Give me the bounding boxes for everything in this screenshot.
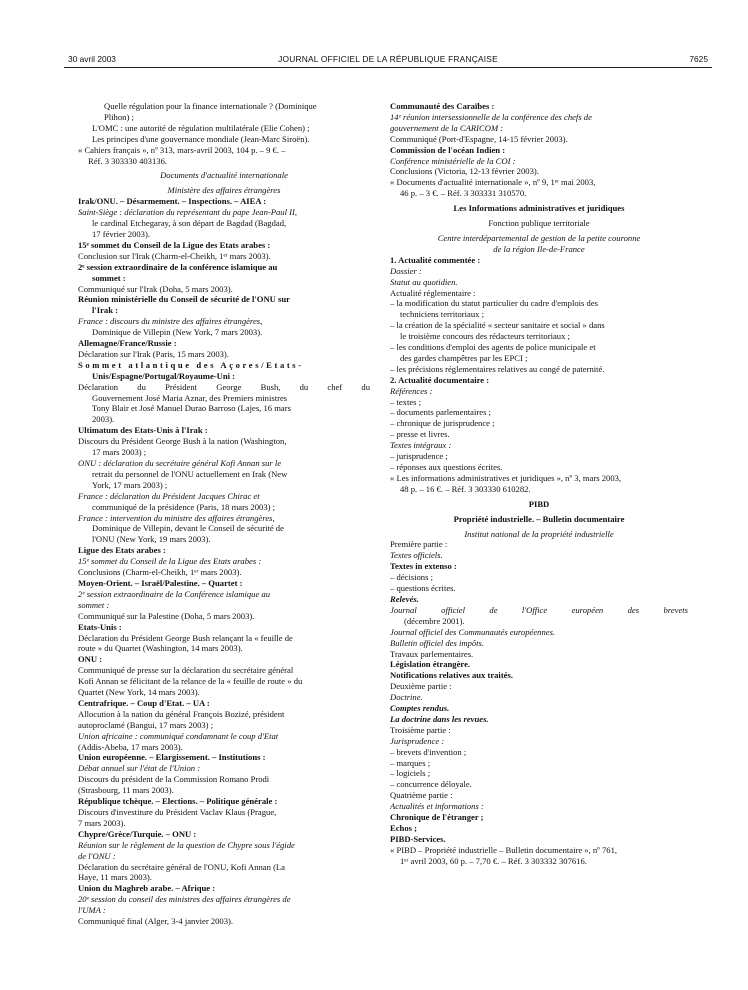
left-text-line: Déclaration du secrétaire général de l'ONU, Kofi Annan (La: [78, 861, 285, 872]
right-text-line: Conclusions (Victoria, 12-13 février 2003).: [390, 166, 539, 177]
right-text-line: techniciens territoriaux ;: [400, 309, 484, 320]
left-text-line: 7 mars 2003).: [78, 817, 126, 828]
right-text-line: – réponses aux questions écrites.: [390, 462, 503, 472]
left-text-line: de l'ONU :: [78, 850, 116, 861]
right-text-line: Relevés.: [390, 593, 419, 604]
header-date: 30 avril 2003: [68, 54, 116, 64]
left-text-line: Déclaration sur l'Irak (Paris, 15 mars 2003).: [78, 348, 229, 359]
right-text-line: – questions écrites.: [390, 583, 456, 594]
right-text-line: Jurisprudence :: [390, 735, 445, 746]
right-text-line: 2. Actualité documentaire :: [390, 374, 490, 385]
right-text-line: des gardes champêtres par les EPCI ;: [400, 352, 528, 363]
right-text-line: gouvernement de la CARICOM :: [390, 122, 504, 133]
right-text-line: Deuxième partie :: [390, 681, 452, 692]
left-text-line: Allemagne/France/Russie :: [78, 338, 177, 349]
left-text-line: retrait du personnel de l'ONU actuellement en Irak (New: [92, 468, 288, 479]
right-text-line: Journal officiel des Communautés européennes.: [390, 626, 556, 637]
right-text-line: Textes intégraux :: [390, 440, 452, 451]
left-text-line: L'OMC : une autorité de régulation multilatérale (Elie Cohen) ;: [92, 122, 310, 133]
left-text-line: l'UMA :: [78, 905, 106, 916]
left-text-line: Débat annuel sur l'état de l'Union :: [78, 763, 201, 774]
right-text-line: – documents parlementaires ;: [390, 407, 491, 418]
left-text-line: sommet :: [78, 599, 110, 610]
right-text-line: Chronique de l'étranger ;: [390, 812, 484, 823]
left-text-line: l'Irak :: [92, 305, 119, 316]
left-text-line: Unis/Espagne/Portugal/Royaume-Uni :: [92, 370, 236, 381]
left-text-line: Dominique de Villepin (New York, 7 mars 2003).: [92, 327, 263, 338]
left-text-line: Réf. 3 303330 403136.: [88, 155, 168, 166]
right-text-line: Textes officiels.: [390, 550, 443, 561]
right-text-line: – chronique de jurisprudence ;: [390, 418, 495, 429]
right-text-line: – textes ;: [390, 396, 422, 407]
left-text-line: Déclaration du Président George Bush relançant la « feuille de: [78, 632, 293, 643]
right-text-line: 1. Actualité commentée :: [390, 254, 481, 265]
left-text-line: Quelle régulation pour la finance internationale ? (Dominique: [104, 101, 317, 111]
header-page-number: 7625: [689, 54, 708, 64]
right-text-line: Première partie :: [390, 539, 448, 550]
right-text-line: Législation étrangère.: [390, 659, 471, 670]
left-text-line: communiqué de la présidence (Paris, 18 mars 2003) ;: [92, 501, 276, 512]
left-text-line: Centrafrique. – Coup d'Etat. – UA :: [78, 697, 210, 708]
left-text-line: France : discours du ministre des affaires étrangères,: [78, 316, 263, 327]
left-text-line: Sommet atlantique des Açores/Etats-: [78, 359, 304, 370]
left-text-line: Discours du président de la Commission Romano Prodi: [78, 774, 270, 785]
left-text-line: Conclusion sur l'Irak (Charm-el-Cheikh, 1ᵉʳ mars 2003).: [78, 250, 271, 261]
right-text-line: Comptes rendus.: [390, 703, 450, 714]
right-text-line: « PIBD – Propriété industrielle – Bulletin documentaire », nº 761,: [390, 844, 618, 855]
right-text-line: de la région Ile-de-France: [493, 243, 585, 254]
left-text-line: Communiqué sur la Palestine (Doha, 5 mars 2003).: [78, 610, 255, 621]
right-text-line: Troisième partie :: [390, 724, 451, 735]
left-text-line: York, 17 mars 2003) ;: [92, 479, 168, 490]
left-text-line: Les principes d'une gouvernance mondiale (Jean-Marc Siroën).: [92, 133, 310, 144]
right-text-line: Conférence ministérielle de la COI :: [390, 155, 516, 166]
left-text-line: Irak/ONU. – Désarmement. – Inspections. – AIEA :: [78, 196, 267, 207]
right-text-line: Notifications relatives aux traités.: [390, 670, 513, 681]
left-text-line: Tony Blair et José Manuel Durao Barroso (Lajes, 16 mars: [92, 403, 291, 414]
right-text-line: (décembre 2001).: [404, 615, 465, 626]
left-text-line: Allocution à la nation du général François Bozizé, président: [78, 708, 285, 719]
right-text-line: Doctrine.: [390, 692, 423, 703]
left-text-line: France : déclaration du Président Jacques Chirac et: [78, 490, 260, 501]
page-header: [68, 54, 708, 66]
left-text-line: 17 février 2003).: [92, 228, 150, 239]
left-text-line: 2ᵉ session extraordinaire de la Conférence islamique au: [78, 588, 271, 599]
left-text-line: Communiqué de presse sur la déclaration du secrétaire général: [78, 665, 294, 676]
left-text-line: (Addis-Abeba, 17 mars 2003).: [78, 741, 183, 752]
header-rule: [64, 67, 712, 68]
left-text-line: Conclusions (Charm-el-Cheikh, 1ᵉʳ mars 2003).: [78, 567, 242, 578]
left-text-line: France : intervention du ministre des affaires étrangères,: [78, 512, 275, 523]
left-text-line: 15ᵉ sommet du Conseil de la Ligue des Etats arabes :: [78, 239, 271, 250]
right-text-line: Communauté des Caraïbes :: [390, 101, 495, 111]
left-text-line: Saint-Siège : déclaration du représentant du pape Jean-Paul II,: [78, 207, 298, 218]
right-text-line: Actualités et informations :: [390, 801, 484, 812]
left-text-line: Union du Maghreb arabe. – Afrique :: [78, 883, 216, 894]
right-text-line: « Documents d'actualité internationale », nº 9, 1ᵉʳ mai 2003,: [390, 177, 596, 188]
right-text-line: Les Informations administratives et juridiques: [453, 203, 625, 214]
right-text-line: – brevets d'invention ;: [390, 746, 467, 757]
right-text-line: – les précisions réglementaires relatives au congé de paternité.: [390, 363, 605, 374]
right-text-line: La doctrine dans les revues.: [390, 713, 489, 724]
left-text-line: 2003).: [92, 414, 115, 425]
right-text-line: 14ᵉ réunion intersessionnelle de la conférence des chefs de: [390, 111, 592, 122]
left-text-line: l'ONU (New York, 19 mars 2003).: [92, 534, 211, 545]
right-text-line: Statut au quotidien.: [390, 276, 458, 287]
left-text-line: 20ᵉ session du conseil des ministres des affaires étrangères de: [78, 894, 291, 905]
left-text-line: ONU : déclaration du secrétaire général Kofi Annan sur le: [78, 458, 282, 468]
left-text-line: (Strasbourg, 11 mars 2003).: [78, 785, 174, 796]
left-text-line: Réunion ministérielle du Conseil de sécurité de l'ONU sur: [78, 294, 290, 305]
right-text-line: – presse et livres.: [390, 429, 450, 440]
right-text-line: Quatrième partie :: [390, 790, 453, 801]
left-text-line: Ligue des Etats arabes :: [78, 545, 166, 556]
right-text-line: Bulletin officiel des impôts.: [390, 637, 485, 648]
right-text-line: Propriété industrielle. – Bulletin documentaire: [453, 513, 625, 524]
right-text-line: Commission de l'océan Indien :: [390, 144, 506, 155]
right-text-line: Textes in extenso :: [390, 561, 457, 572]
left-text-line: Gouvernement José Maria Aznar, des Premiers ministres: [92, 392, 288, 403]
right-text-line: Travaux parlementaires.: [390, 648, 474, 659]
left-text-line: Déclaration du Président George Bush, du chef du: [78, 381, 370, 392]
right-text-line: le troisième concours des rédacteurs territoriaux ;: [400, 331, 570, 342]
left-text-line: Communiqué final (Alger, 3-4 janvier 2003).: [78, 916, 234, 927]
left-text-line: 2ᵉ session extraordinaire de la conférence islamique au: [78, 261, 278, 272]
left-text-line: Haye, 11 mars 2003).: [78, 872, 152, 883]
left-text-line: Union européenne. – Elargissement. – Institutions :: [78, 752, 266, 763]
left-text-line: Ultimatum des Etats-Unis à l'Irak :: [78, 425, 208, 436]
header-title: JOURNAL OFFICIEL DE LA RÉPUBLIQUE FRANÇAISE: [278, 54, 498, 64]
right-text-line: – marques ;: [390, 757, 431, 768]
left-text-line: « Cahiers français », nº 313, mars-avril 2003, 104 p. – 9 €. –: [78, 144, 286, 155]
left-text-line: Quartet (New York, 14 mars 2003).: [78, 687, 200, 698]
left-text-line: Chypre/Grèce/Turquie. – ONU :: [78, 828, 197, 839]
right-text-line: Références :: [390, 385, 433, 396]
left-text-line: Communiqué sur l'Irak (Doha, 5 mars 2003).: [78, 283, 233, 294]
right-text-line: 48 p. – 16 €. – Réf. 3 303330 610282.: [400, 483, 531, 494]
left-text-line: Plihon) ;: [104, 111, 134, 122]
right-text-line: 1ᵉʳ avril 2003, 60 p. – 7,70 €. – Réf. 3 303332 307616.: [400, 855, 587, 866]
right-column: [390, 101, 688, 867]
right-text-line: Dossier :: [390, 265, 422, 276]
left-text-line: Réunion sur le règlement de la question de Chypre sous l'égide: [78, 839, 295, 850]
right-text-line: Institut national de la propriété industrielle: [464, 528, 614, 539]
right-text-line: PIBD-Services.: [390, 833, 446, 844]
left-text-line: 17 mars 2003) ;: [92, 447, 147, 458]
left-text-line: Union africaine : communiqué condamnant le coup d'Etat: [78, 730, 279, 741]
right-text-line: Echos ;: [390, 823, 417, 833]
right-text-line: 46 p. – 3 €. – Réf. 3 303331 310570.: [400, 188, 527, 199]
left-text-line: Dominique de Villepin, devant le Conseil de sécurité de: [92, 523, 284, 534]
left-text-line: le cardinal Etchegaray, à son départ de Bagdad (Bagdad,: [92, 218, 287, 229]
right-text-line: – logiciels ;: [390, 768, 431, 779]
right-text-line: – jurisprudence ;: [390, 451, 448, 462]
right-text-line: – concurrence déloyale.: [390, 779, 472, 790]
right-text-line: Fonction publique territoriale: [488, 218, 590, 229]
left-text-line: sommet :: [92, 272, 126, 283]
right-text-line: – la modification du statut particulier du cadre d'emplois des: [390, 298, 598, 309]
left-text-line: Etats-Unis :: [78, 621, 122, 632]
left-text-line: 15ᵉ sommet du Conseil de la Ligue des Etats arabes :: [78, 556, 262, 567]
left-text-line: autoproclamé (Bangui, 17 mars 2003) ;: [78, 719, 214, 730]
left-text-line: Kofi Annan se félicitant de la relance de la « feuille de route » du: [78, 676, 303, 687]
right-text-line: « Les informations administratives et juridiques », nº 3, mars 2003,: [390, 472, 622, 483]
right-text-line: – décisions ;: [390, 572, 433, 583]
right-text-line: – la création de la spécialité « secteur sanitaire et social » dans: [390, 320, 605, 331]
left-text-line: République tchèque. – Elections. – Politique générale :: [78, 796, 278, 807]
left-text-line: Ministère des affaires étrangères: [167, 185, 281, 196]
left-text-line: Discours d'investiture du Président Vaclav Klaus (Prague,: [78, 807, 277, 817]
right-text-line: Actualité réglementaire :: [390, 287, 476, 298]
right-text-line: – les conditions d'emploi des agents de police municipale et: [390, 342, 596, 353]
left-text-line: ONU :: [78, 654, 103, 665]
right-text-line: Centre interdépartemental de gestion de la petite couronne: [437, 232, 641, 243]
left-column: [78, 101, 370, 927]
left-text-line: route » du Quartet (Washington, 14 mars 2003).: [78, 643, 243, 654]
right-text-line: Journal officiel de l'Office européen des brevets: [390, 604, 688, 615]
left-text-line: Moyen-Orient. – Israël/Palestine. – Quartet :: [78, 577, 243, 588]
left-text-line: Discours du Président George Bush à la nation (Washington,: [78, 436, 287, 447]
right-text-line: PIBD: [528, 498, 550, 509]
right-text-line: Communiqué (Port-d'Espagne, 14-15 février 2003).: [390, 133, 568, 144]
left-text-line: Documents d'actualité internationale: [160, 170, 288, 181]
